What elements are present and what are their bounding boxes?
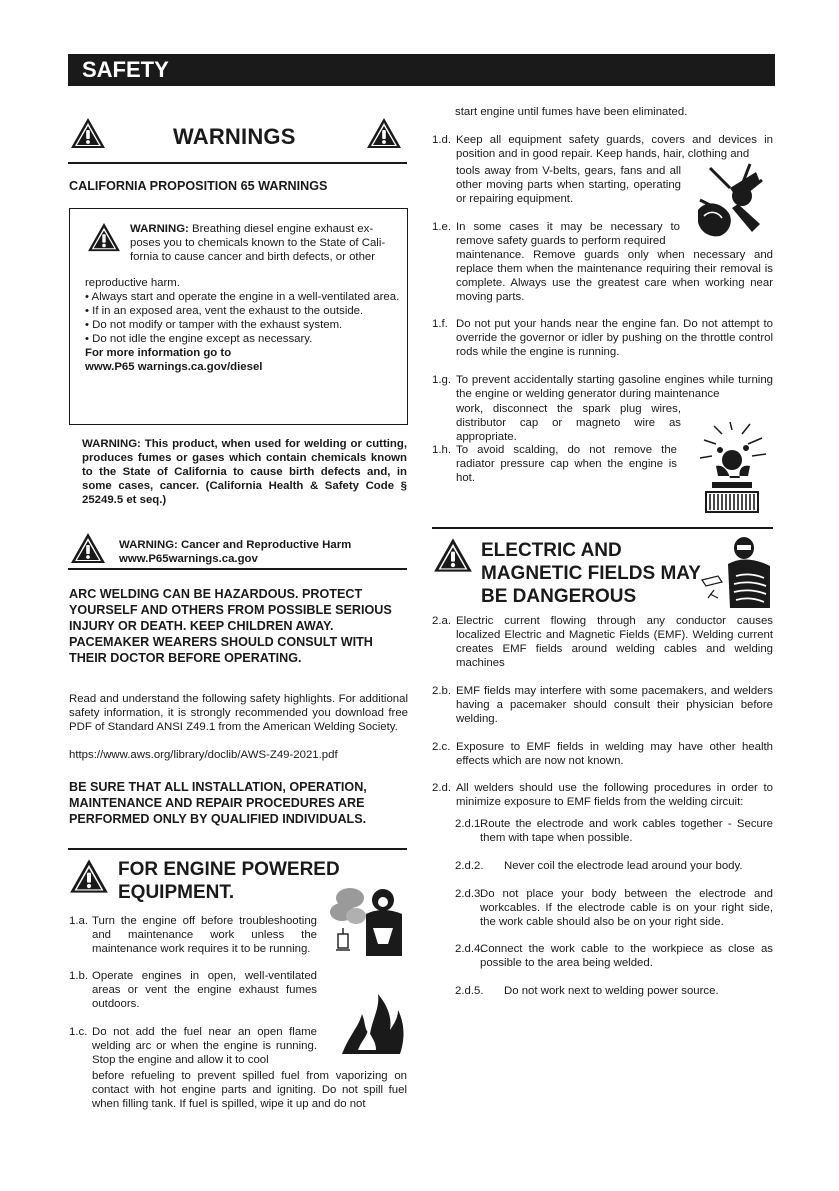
item-text: Do not put your hands near the engine fan. Do not attempt to override the governor or idler by pushing on the throttle control rods while the engine is running. <box>456 318 773 358</box>
emf-item-2b <box>432 684 773 726</box>
prop65-body <box>85 276 401 374</box>
item-number: 1.d. <box>432 134 451 146</box>
engine-item-1d <box>432 133 773 161</box>
bullet-item: • If in an exposed area, vent the exhaust to the outside. <box>85 305 364 317</box>
warning-triangle-icon <box>70 532 106 564</box>
item-text: Route the electrode and work cables together - Secure them with tape when possible. <box>480 818 773 844</box>
warning-triangle-icon <box>366 117 402 149</box>
divider <box>68 568 407 570</box>
item-number: 2.c. <box>432 741 451 753</box>
item-text: In some cases it may be necessary to remove safety guards to perform required <box>456 221 680 247</box>
warning-triangle-icon <box>87 222 121 252</box>
emf-subitem-2d1 <box>455 817 773 845</box>
engine-item-1c <box>69 1025 317 1067</box>
item-number: 1.e. <box>432 221 451 233</box>
item-text: EMF fields may interfere with some pacemakers, and welders having a pacemaker should consult their physician before welding. <box>456 685 773 725</box>
fumes-continued-text: start engine until fumes have been eliminated. <box>455 106 688 118</box>
emf-title-line: MAGNETIC FIELDS MAY <box>481 563 701 584</box>
item-number: 2.d.2. <box>455 860 484 872</box>
engine-item-1b <box>69 969 317 1011</box>
engine-item-1g-cont: work, disconnect the spark plug wires, distributor cap or magneto wire as appropriate. <box>456 403 681 443</box>
engine-item-1c-cont: before refueling to prevent spilled fuel from vaporizing on contact with hot engine parts and igniting. Do not spill fuel when filling tank. If fuel is spilled, wipe it up and do not <box>92 1070 407 1110</box>
emf-subitem-2d4 <box>455 942 773 970</box>
moving-parts-hand-icon <box>690 160 770 240</box>
item-text: All welders should use the following procedures in order to minimize exposure to EMF fields from the welding circuit: <box>456 782 773 808</box>
prop65-warning-text <box>130 222 400 264</box>
item-text: Connect the work cable to the workpiece as close as possible to the area being welded. <box>480 943 773 969</box>
emf-item-2c <box>432 740 773 768</box>
item-number: 2.d.5. <box>455 985 484 997</box>
engine-item-1e-cont: maintenance. Remove guards only when necessary and replace them when the maintenance requiring their removal is complete. Always use the greatest care when working near moving parts. <box>456 249 773 303</box>
engine-item-1g <box>432 373 773 401</box>
emf-item-2d <box>432 781 773 809</box>
item-text: Exposure to EMF fields in welding may have other health effects which are now not known. <box>456 741 773 767</box>
warning-line: fornia to cause cancer and birth defects, or other <box>130 251 376 263</box>
warning-triangle-icon <box>433 537 473 573</box>
item-number: 2.d.3. <box>455 888 484 900</box>
item-number: 2.d.1. <box>455 818 484 830</box>
divider <box>432 527 773 529</box>
item-number: 1.f. <box>432 318 448 330</box>
item-text: To prevent accidentally starting gasoline engines while turning the engine or welding generator during maintenance <box>456 374 773 400</box>
section-title: SAFETY <box>82 57 169 82</box>
item-text: Do not place your body between the electrode and workcables. If the electrode cable is on your right side, the work cable should also be on your right side. <box>480 888 773 928</box>
item-text: Turn the engine off before troubleshooting and maintenance work unless the maintenance work requires it to be running. <box>92 915 317 955</box>
engine-item-1a <box>69 914 317 956</box>
qualified-individuals-heading: BE SURE THAT ALL INSTALLATION, OPERATION, MAINTENANCE AND REPAIR PROCEDURES ARE PERFORMED ONLY BY QUALIFIED INDIVIDUALS. <box>69 780 367 826</box>
continued-text: reproductive harm. <box>85 277 180 289</box>
bullet-item: • Always start and operate the engine in a well-ventilated area. <box>85 291 400 303</box>
bullet-item: • Do not modify or tamper with the exhaust system. <box>85 319 343 331</box>
warning-line: poses you to chemicals known to the State of Cali- <box>130 237 386 249</box>
item-text: Do not work next to welding power source. <box>504 985 719 997</box>
item-number: 2.d.4. <box>455 943 484 955</box>
item-number: 1.b. <box>69 970 88 982</box>
item-text: Electric current flowing through any conductor causes localized Electric and Magnetic Fields (EMF). Welding current creates EMF fields around welding cables and welding machines <box>456 615 773 669</box>
read-understand-text: Read and understand the following safety highlights. For additional safety information, it is strongly recommended you download free PDF of Standard ANSI Z49.1 from the American Welding Society. <box>69 693 408 733</box>
engine-item-1e <box>432 220 680 248</box>
arc-welding-heading: ARC WELDING CAN BE HAZARDOUS. PROTECT YOURSELF AND OTHERS FROM POSSIBLE SERIOUS INJURY OR DEATH. KEEP CHILDREN AWAY. PACEMAKER WEARERS SHOULD CONSULT WITH THEIR DOCTOR BEFORE OPERATING. <box>69 587 392 665</box>
warning-label: WARNING: <box>130 223 189 235</box>
divider <box>68 848 407 850</box>
warning-triangle-icon <box>70 117 106 149</box>
emf-section-title <box>481 539 701 608</box>
warning-line: Breathing diesel engine exhaust ex- <box>192 223 374 235</box>
section-header-bar <box>68 54 775 86</box>
emf-subitem-2d3 <box>455 887 773 929</box>
cancer-warning-url[interactable]: www.P65warnings.ca.gov <box>119 553 258 565</box>
cancer-warning-line: WARNING: Cancer and Reproductive Harm <box>119 539 352 551</box>
aws-url-link[interactable]: https://www.aws.org/library/doclib/AWS-Z49-2021.pdf <box>69 749 338 761</box>
engine-item-1h <box>432 443 677 485</box>
item-text: Do not add the fuel near an open flame welding arc or when the engine is running. Stop the engine and allow it to cool <box>92 1026 317 1066</box>
emf-subitem-2d5 <box>455 984 773 998</box>
item-number: 2.d. <box>432 782 451 794</box>
item-number: 2.b. <box>432 685 451 697</box>
svg-text:~: ~ <box>730 576 736 584</box>
warnings-title: WARNINGS <box>173 124 296 149</box>
item-text: Keep all equipment safety guards, covers and devices in position and in good repair. Keep hands, hair, clothing and <box>456 134 773 160</box>
item-text: Never coil the electrode lead around your body. <box>504 860 743 872</box>
engine-fumes-person-icon <box>328 884 406 956</box>
item-text: Operate engines in open, well-ventilated areas or vent the engine exhaust fumes outdoors. <box>92 970 317 1010</box>
item-text: To avoid scalding, do not remove the radiator pressure cap when the engine is hot. <box>456 444 677 484</box>
radiator-scalding-icon <box>692 420 772 516</box>
divider <box>68 162 407 164</box>
item-number: 1.c. <box>69 1026 88 1038</box>
cancer-warning <box>119 538 409 566</box>
warning-triangle-icon <box>69 858 109 894</box>
flame-icon <box>340 990 406 1056</box>
engine-item-1d-cont: tools away from V-belts, gears, fans and all other moving parts when starting, operating or repairing equipment. <box>456 165 681 205</box>
emf-title-line: ELECTRIC AND <box>481 540 622 561</box>
prop65-bullet-list <box>85 290 401 346</box>
engine-title-line: EQUIPMENT. <box>118 882 235 903</box>
item-number: 1.g. <box>432 374 451 386</box>
item-number: 1.a. <box>69 915 88 927</box>
item-number: 1.h. <box>432 444 451 456</box>
welding-fumes-warning: WARNING: This product, when used for welding or cutting, produces fumes or gases which contain chemicals known to the State of California to cause birth defects and, in some cases, cancer. (California Health & Safety Code § 25249.5 et seq.) <box>82 438 407 506</box>
prop65-warning-box <box>69 208 408 425</box>
emf-title-line: BE DANGEROUS <box>481 586 637 607</box>
more-info-url[interactable]: www.P65 warnings.ca.gov/diesel <box>85 361 263 373</box>
engine-item-1f <box>432 317 773 359</box>
bullet-item: • Do not idle the engine except as necessary. <box>85 333 313 345</box>
more-info-label: For more information go to <box>85 347 232 359</box>
item-number: 2.a. <box>432 615 451 627</box>
emf-item-2a <box>432 614 773 670</box>
emf-subitem-2d2 <box>455 859 773 873</box>
engine-section-title <box>118 858 340 904</box>
ca-prop65-heading: CALIFORNIA PROPOSITION 65 WARNINGS <box>69 179 328 193</box>
engine-title-line: FOR ENGINE POWERED <box>118 859 340 880</box>
emf-welder-icon <box>700 536 774 608</box>
